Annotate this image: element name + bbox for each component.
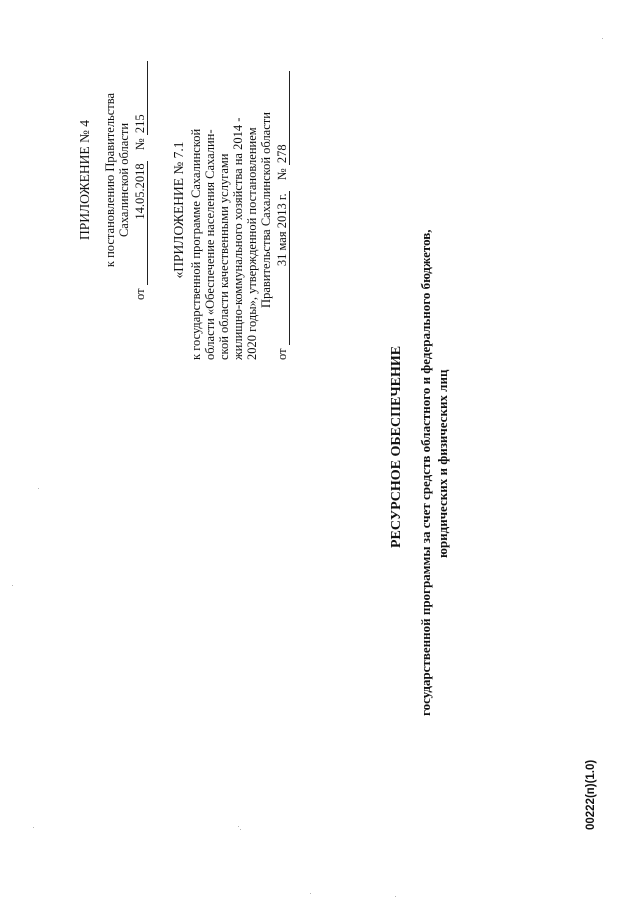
appendix-7-1-date-row: [276, 60, 290, 360]
appendix-7-1-title: «ПРИЛОЖЕНИЕ № 7.1: [171, 141, 186, 279]
appendix-7-1-from-label: от: [275, 348, 289, 360]
document-code: 00222(п)(1.0): [585, 759, 597, 830]
appendix-7-1-number: [276, 71, 290, 165]
appendix-7-1-line-3: ской области качественными услугами: [217, 153, 231, 360]
appendix-7-1-line-4: жилищно-коммунального хозяйства на 2014 -: [231, 117, 245, 360]
appendix-7-1-date: [276, 191, 290, 345]
appendix-4-block: [78, 60, 168, 300]
appendix-4-line-2: Сахалинской области: [117, 122, 131, 238]
resource-heading-subtitle-1: государственной программы за счет средств областного и федерального бюджетов,: [418, 229, 433, 716]
appendix-7-1-line-5: 2020 годы», утвержденной постановлением: [245, 127, 259, 360]
appendix-4-date-value: 14.05.2018: [133, 163, 147, 220]
resource-heading-subtitle-2: юридических и физических лиц: [435, 369, 450, 558]
appendix-4-number-label: №: [133, 138, 147, 151]
appendix-7-1-date-value: 31 мая 2013 г.: [275, 193, 289, 267]
appendix-7-1-number-label: №: [275, 168, 289, 181]
appendix-4-line-1: к постановлению Правительства: [103, 92, 117, 268]
resource-heading-title: РЕСУРСНОЕ ОБЕСПЕЧЕНИЕ: [389, 345, 404, 548]
appendix-7-1-line-6: Правительства Сахалинской области: [259, 112, 273, 308]
appendix-7-1-number-value: 278: [275, 144, 289, 164]
appendix-7-1-block: [172, 60, 332, 360]
appendix-4-from-label: от: [133, 288, 147, 300]
appendix-7-1-line-1: к государственной программе Сахалинской: [189, 128, 203, 360]
appendix-4-number: [134, 61, 148, 135]
appendix-4-number-value: 215: [133, 114, 147, 134]
appendix-7-1-line-2: области «Обеспечение населения Сахалин-: [203, 129, 217, 360]
appendix-4-date-row: [134, 60, 148, 300]
appendix-4-title: ПРИЛОЖЕНИЕ № 4: [77, 119, 92, 241]
appendix-4-date: [134, 161, 148, 285]
